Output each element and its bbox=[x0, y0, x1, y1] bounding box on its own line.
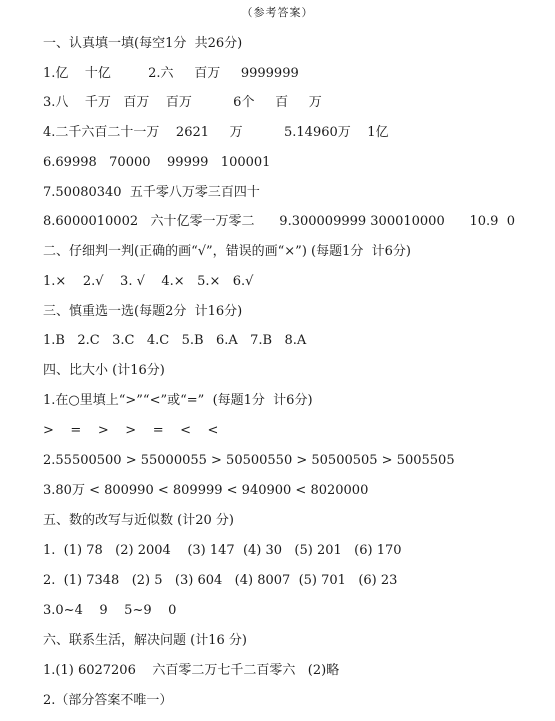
answer-line-4-1-prompt: 1.在○里填上“>”“<”或“=” (每题1分 计6分) bbox=[43, 393, 313, 408]
answer-line-4-1-signs: > = > > = < < bbox=[43, 423, 219, 438]
answer-line-1-7: 7.50080340 五千零八万零三百四十 bbox=[43, 185, 260, 200]
answer-line-5-3: 3.0~4 9 5~9 0 bbox=[43, 603, 177, 618]
answer-line-5-1: 1. (1) 78 (2) 2004 (3) 147 (4) 30 (5) 201 (6) 170 bbox=[43, 543, 402, 558]
answer-line-3: 1.B 2.C 3.C 4.C 5.B 6.A 7.B 8.A bbox=[43, 333, 307, 348]
answer-line-1-3: 3.八 千万 百万 百万 6个 百 万 bbox=[43, 95, 322, 110]
section-2-heading: 二、仔细判一判(正确的画“√”，错误的画“×”) (每题1分 计6分) bbox=[43, 244, 411, 259]
section-6-heading: 六、联系生活，解决问题 (计16 分) bbox=[43, 633, 247, 648]
answer-line-1-8-10: 8.6000010002 六十亿零一万零二 9.300009999 300010000 10.9 0 bbox=[43, 214, 515, 229]
answer-line-5-2: 2. (1) 7348 (2) 5 (3) 604 (4) 8007 (5) 701 (6) 23 bbox=[43, 573, 398, 588]
answer-line-1-1: 1.亿 十亿 2.六 百万 9999999 bbox=[43, 66, 299, 81]
answer-line-6-1: 1.(1) 6027206 六百零二万七千二百零六 (2)略 bbox=[43, 663, 340, 678]
answer-line-4-2: 2.55500500 > 55000055 > 50500550 > 50500505 > 5005505 bbox=[43, 453, 455, 468]
section-5-heading: 五、数的改写与近似数 (计20 分) bbox=[43, 513, 234, 528]
answer-line-6-2: 2.（部分答案不唯一） bbox=[43, 693, 173, 708]
answer-line-1-6: 6.69998 70000 99999 100001 bbox=[43, 155, 271, 170]
document-title: （参考答案） bbox=[241, 6, 314, 19]
section-4-heading: 四、比大小 (计16分) bbox=[43, 363, 165, 378]
section-1-heading: 一、认真填一填(每空1分 共26分) bbox=[43, 36, 243, 51]
section-3-heading: 三、慎重选一选(每题2分 计16分) bbox=[43, 304, 243, 319]
answer-line-4-3: 3.80万 < 800990 < 809999 < 940900 < 8020000 bbox=[43, 483, 369, 498]
answer-line-1-4-5: 4.二千六百二十一万 2621 万 5.14960万 1亿 bbox=[43, 125, 389, 140]
answer-line-2: 1.× 2.√ 3. √ 4.× 5.× 6.√ bbox=[43, 274, 254, 289]
